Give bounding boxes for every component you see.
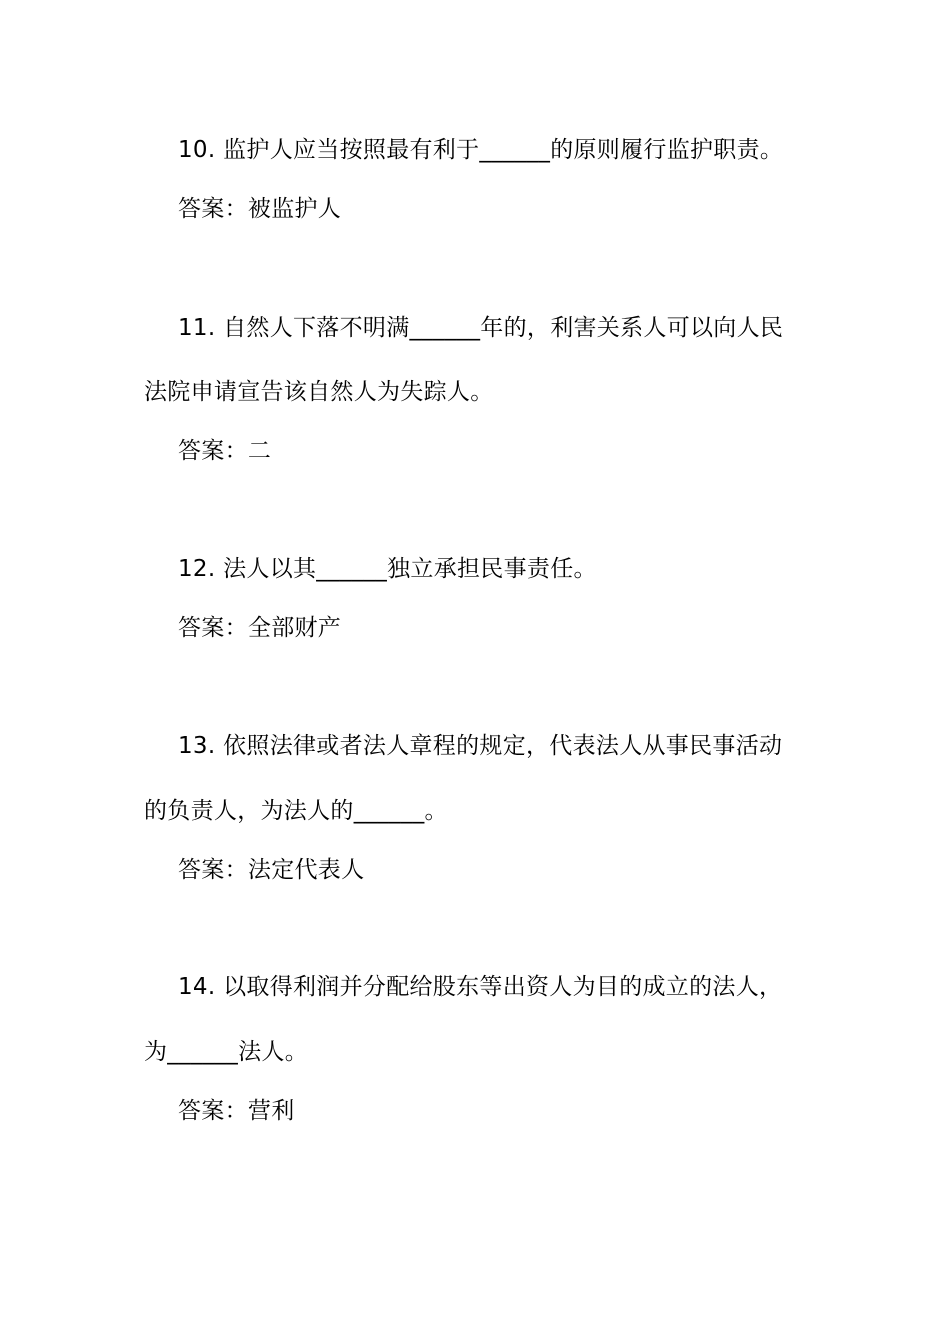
question-13-line-1: 13. 依照法律或者法人章程的规定，代表法人从事民事活动 [178, 733, 783, 759]
answer-14: 答案：营利 [178, 1098, 295, 1124]
answer-12: 答案：全部财产 [178, 615, 342, 641]
question-11-line-1: 11. 自然人下落不明满______年的，利害关系人可以向人民 [178, 315, 784, 341]
question-14-line-2: 为______法人。 [144, 1039, 308, 1065]
answer-13: 答案：法定代表人 [178, 857, 365, 883]
answer-10: 答案：被监护人 [178, 196, 342, 222]
answer-11: 答案：二 [178, 438, 272, 464]
question-13-line-2: 的负责人，为法人的______。 [144, 798, 448, 824]
question-12-line-1: 12. 法人以其______独立承担民事责任。 [178, 556, 597, 582]
question-10-line-1: 10. 监护人应当按照最有利于______的原则履行监护职责。 [178, 137, 784, 163]
question-14-line-1: 14. 以取得利润并分配给股东等出资人为目的成立的法人， [178, 974, 783, 1000]
question-11-line-2: 法院申请宣告该自然人为失踪人。 [144, 379, 494, 405]
